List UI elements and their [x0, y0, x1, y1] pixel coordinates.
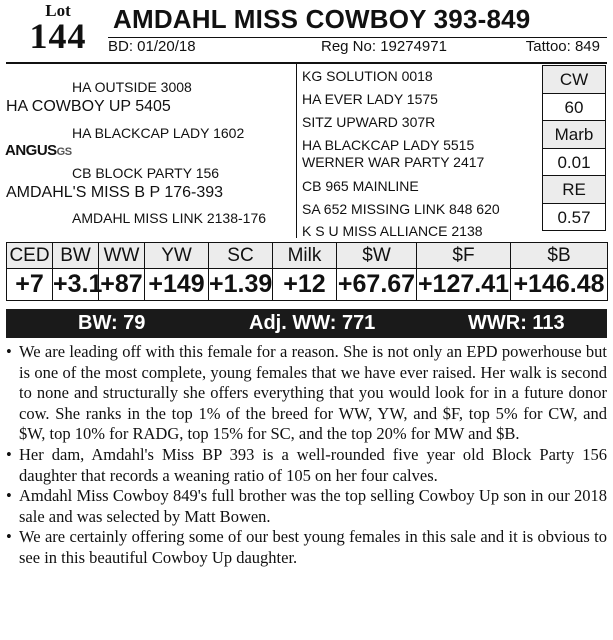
- dam-sire: CB BLOCK PARTY 156: [72, 165, 220, 181]
- birth-date: BD: 01/20/18: [108, 38, 196, 55]
- sire: HA COWBOY UP 5405: [6, 98, 171, 115]
- epd-value-b-index: +146.48: [511, 269, 608, 301]
- actual-weights-bar: [6, 309, 607, 338]
- epd-value-milk: +12: [273, 269, 337, 301]
- lot-label: Lot: [45, 1, 71, 20]
- re-label: RE: [542, 175, 606, 204]
- dam: AMDAHL'S MISS B P 176-393: [6, 184, 224, 201]
- epd-table: [6, 242, 608, 301]
- pedigree-right-6: CB 965 MAINLINE: [302, 178, 419, 194]
- epd-header-ww: WW: [99, 243, 145, 269]
- epd-header-f-index: $F: [417, 243, 511, 269]
- weaning-weight-ratio: WWR: 113: [468, 312, 565, 334]
- angus-gs-logo: [5, 143, 72, 160]
- epd-header-yw: YW: [145, 243, 209, 269]
- angus-logo-suffix: GS: [56, 146, 72, 158]
- pedigree-right-5: WERNER WAR PARTY 2417: [302, 154, 485, 170]
- epd-header-bw: BW: [53, 243, 99, 269]
- tattoo: Tattoo: 849: [525, 38, 600, 55]
- epd-value-w-index: +67.67: [337, 269, 417, 301]
- angus-logo-text: ANGUS: [5, 142, 57, 159]
- header-divider: [6, 62, 607, 64]
- pedigree-right-1: KG SOLUTION 0018: [302, 68, 433, 84]
- dam-dam: AMDAHL MISS LINK 2138-176: [72, 210, 267, 226]
- re-value: 0.57: [542, 203, 606, 232]
- epd-value-yw: +149: [145, 269, 209, 301]
- epd-value-bw: +3.1: [53, 269, 99, 301]
- epd-header-milk: Milk: [273, 243, 337, 269]
- epd-value-sc: +1.39: [209, 269, 273, 301]
- pedigree-divider: [296, 64, 297, 238]
- epd-header-b-index: $B: [511, 243, 608, 269]
- note-item: • We are certainly offering some of our best young females in this sale and it is obvious to see in this beautiful Cowboy Up daughter.: [6, 527, 607, 568]
- epd-header-sc: SC: [209, 243, 273, 269]
- description-notes: [6, 342, 607, 569]
- adjusted-weaning-weight: Adj. WW: 771: [249, 312, 376, 334]
- pedigree-right-3: SITZ UPWARD 307R: [302, 114, 436, 130]
- cw-label: CW: [542, 65, 606, 94]
- marb-value: 0.01: [542, 148, 606, 177]
- sire-sire: HA OUTSIDE 3008: [72, 79, 192, 95]
- note-item: • Amdahl Miss Cowboy 849's full brother was the top selling Cowboy Up son in our 2018 sale and was selected by Matt Bowen.: [6, 486, 607, 527]
- animal-title: AMDAHL MISS COWBOY 393-849: [113, 4, 531, 34]
- birth-weight: BW: 79: [78, 312, 146, 334]
- epd-value-ww: +87: [99, 269, 145, 301]
- epd-value-f-index: +127.41: [417, 269, 511, 301]
- note-item: • We are leading off with this female for a reason. She is not only an EPD powerhouse but is one of the most complete, young females that we have ever raised. Her walk is second to none and structurally she offers everything that you would look for in a future donor cow. She ranks in the top 1% of the breed for WW, YW, and $F, top 5% for CW, and $W, top 10% for RADG, top 15% for SC, and the top 20% for MW and $B.: [6, 342, 607, 445]
- pedigree-right-7: SA 652 MISSING LINK 848 620: [302, 201, 500, 217]
- registration-number: Reg No: 19274971: [321, 38, 447, 55]
- sire-dam: HA BLACKCAP LADY 1602: [72, 125, 245, 141]
- pedigree-right-8: K S U MISS ALLIANCE 2138: [302, 223, 483, 239]
- carcass-epd-box: [542, 66, 606, 231]
- lot-number: 144: [29, 16, 87, 56]
- epd-header-w-index: $W: [337, 243, 417, 269]
- epd-value-ced: +7: [7, 269, 53, 301]
- note-item: • Her dam, Amdahl's Miss BP 393 is a well-rounded five year old Block Party 156 daughter that records a weaning ratio of 105 on her four calves.: [6, 445, 607, 486]
- pedigree-right-2: HA EVER LADY 1575: [302, 91, 438, 107]
- epd-header-ced: CED: [7, 243, 53, 269]
- marb-label: Marb: [542, 120, 606, 149]
- pedigree-right-4: HA BLACKCAP LADY 5515: [302, 137, 475, 153]
- cw-value: 60: [542, 93, 606, 122]
